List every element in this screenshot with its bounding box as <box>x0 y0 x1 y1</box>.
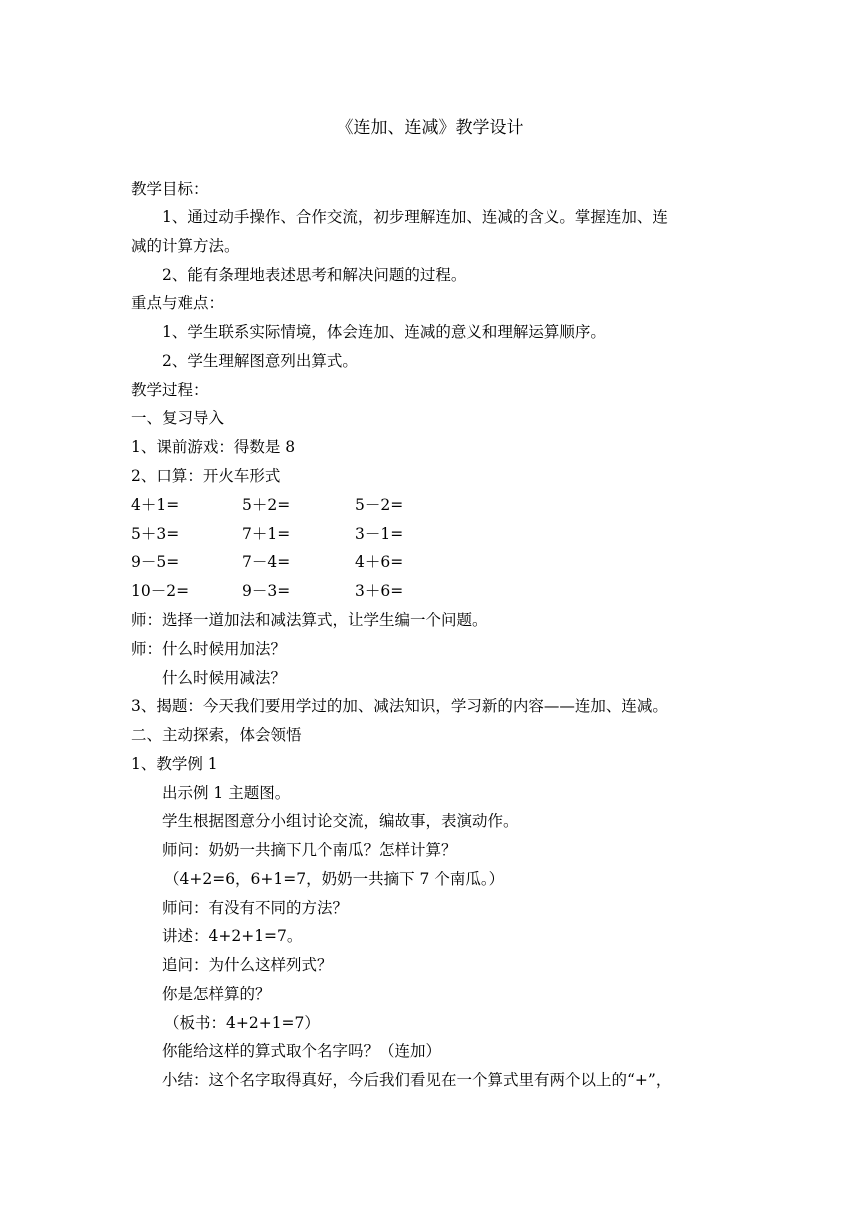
paragraph-line: 什么时候用减法？ <box>162 669 287 687</box>
paragraph-line: 师：什么时候用加法？ <box>131 640 287 658</box>
paragraph-line: 2、能有条理地表述思考和解决问题的过程。 <box>162 266 467 284</box>
paragraph-line: 师问：有没有不同的方法？ <box>162 899 349 917</box>
math-item: 5－2= <box>355 496 404 514</box>
section-heading-goals: 教学目标： <box>131 180 209 198</box>
math-item: 9－3= <box>242 582 291 600</box>
paragraph-line: 讲述：4+2+1=7。 <box>162 927 303 945</box>
paragraph-line: 学生根据图意分小组讨论交流，编故事，表演动作。 <box>162 812 519 830</box>
paragraph-line: 出示例 1 主题图。 <box>162 784 291 802</box>
section-heading-explore: 二、主动探索，体会领悟 <box>131 726 302 744</box>
math-item: 3－1= <box>355 525 404 543</box>
document-title: 《连加、连减》教学设计 <box>336 118 524 138</box>
section-heading-key-points: 重点与难点： <box>131 294 225 312</box>
math-item: 7＋1= <box>242 525 291 543</box>
paragraph-line: （4+2=6，6+1=7，奶奶一共摘下 7 个南瓜。） <box>164 870 505 888</box>
math-item: 5＋3= <box>131 525 180 543</box>
paragraph-line: 3、揭题：今天我们要用学过的加、减法知识，学习新的内容——连加、连减。 <box>131 697 668 715</box>
paragraph-line: 减的计算方法。 <box>131 237 240 255</box>
paragraph-line: 师：选择一道加法和减法算式，让学生编一个问题。 <box>131 611 488 629</box>
math-item: 7－4= <box>242 553 291 571</box>
math-item: 3＋6= <box>355 582 404 600</box>
math-item: 10－2= <box>131 582 190 600</box>
paragraph-line: 追问：为什么这样列式？ <box>162 956 333 974</box>
paragraph-line: 2、学生理解图意列出算式。 <box>162 352 358 370</box>
math-item: 5＋2= <box>242 496 291 514</box>
math-item: 4＋1= <box>131 496 180 514</box>
paragraph-line: 1、学生联系实际情境，体会连加、连减的意义和理解运算顺序。 <box>162 323 606 341</box>
paragraph-line: 1、通过动手操作、合作交流，初步理解连加、连减的含义。掌握连加、连 <box>162 208 668 226</box>
paragraph-line: 师问：奶奶一共摘下几个南瓜？怎样计算？ <box>162 841 457 859</box>
math-item: 9－5= <box>131 553 180 571</box>
paragraph-line: 1、课前游戏：得数是 8 <box>131 438 296 456</box>
paragraph-line: （板书：4+2+1=7） <box>164 1014 320 1032</box>
subsection-heading: 一、复习导入 <box>131 409 225 427</box>
subsection-heading: 1、教学例 1 <box>131 755 218 773</box>
paragraph-line: 小结：这个名字取得真好，今后我们看见在一个算式里有两个以上的“+”， <box>162 1071 672 1089</box>
paragraph-line: 你是怎样算的？ <box>162 985 271 1003</box>
math-item: 4＋6= <box>355 553 404 571</box>
section-heading-process: 教学过程： <box>131 381 209 399</box>
paragraph-line: 2、口算：开火车形式 <box>131 467 281 485</box>
paragraph-line: 你能给这样的算式取个名字吗？（连加） <box>162 1042 442 1060</box>
